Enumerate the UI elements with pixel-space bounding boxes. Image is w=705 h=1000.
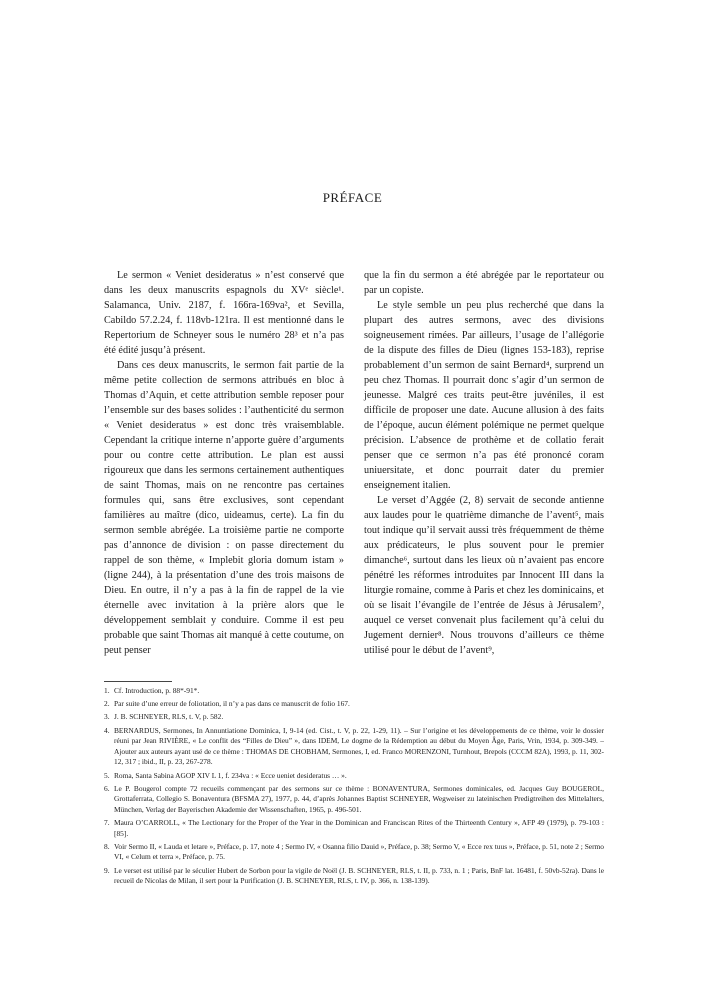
paragraph: Le style semble un peu plus recherché que dans la plupart des autres sermons, avec des divisions soigneusement rimées. Par ailleurs, l’usage de l’allégorie de la dispute des filles de Dieu (lignes 153-183), reprise probablement d’un sermon de saint Bernard⁴, surprend un peu chez Thomas. Il pourrait donc s’agir d’un sermon de jeunesse. Malgré ces traits peut-être juvéniles, il est difficile de proposer une date. Aucune allusion à des faits de l’époque, aucun élément polémique ne permet quelque précision. L’absence de prothème et de collatio ferait penser que ce sermon n’a pas été prononcé coram uniuersitate, et donc pourrait dater du premier enseignement italien. [364,300,604,491]
footnote-number: 8. [104,841,110,851]
footnote [104,712,604,723]
footnote-text: Maura O’CARROLL, « The Lectionary for the Proper of the Year in the Dominican and Franciscan Rites of the Thirteenth Century », AFP 49 (1979), p. 79-103 : [85]. [114,818,604,838]
footnote-number: 4. [104,725,110,735]
footnote [104,866,604,887]
paragraph: que la fin du sermon a été abrégée par le reportateur ou par un copiste. [364,270,604,296]
footnote-text: Voir Sermo II, « Lauda et letare », Préface, p. 17, note 4 ; Sermo IV, « Osanna filio Dauid », Préface, p. 38; Sermo V, « Ecce rex tuus », Préface, p. 51, note 2 ; Sermo VI, « Celum et terra », Préface, p. 75. [114,841,604,862]
right-column [364,268,604,658]
paragraph: Dans ces deux manuscrits, le sermon fait partie de la même petite collection de sermons attribués en bloc à Thomas d’Aquin, et cette attribution semble reposer pour l’ensemble sur des bases solides : l’authenticité du sermon « Veniet desideratus » est donc très vraisemblable. Cependant la critique interne n’apporte guère d’arguments pour ou contre cette attribution. Le plan est aussi rigoureux que dans les sermons certainement authentiques de saint Thomas, mais on ne rencontre pas certaines formules qui, sans être exclusives, sont cependant familières au maître (dico, uideamus, certe). La fin du sermon semble abrégée. La troisième partie ne comporte pas d’annonce de division : on passe directement du rappel de son thème, « Implebit gloria domum istam » (ligne 244), à la présentation d’une des trois maisons de Dieu. En outre, il n’y a pas à la fin de rappel de la vie éternelle avec invitation à la prière alors que le développement semblait y conduire. Comme il est peu probable que saint Thomas ait manqué à cette coutume, on peut penser [104,360,344,656]
footnote-number: 1. [104,686,110,695]
footnote [104,686,604,697]
left-column [104,268,344,658]
footnote [104,818,604,839]
footnote-number: 9. [104,865,110,875]
footnote [104,699,604,710]
footnote-text: J. B. SCHNEYER, RLS, t. V, p. 582. [114,712,224,722]
footnote-divider [104,681,172,682]
footnote [104,842,604,863]
footnote-number: 5. [104,770,110,780]
page-title: PRÉFACE [322,190,383,205]
footnote-number: 2. [104,699,110,709]
footnote-text: Par suite d’une erreur de foliotation, il n’y a pas dans ce manuscrit de folio 167. [114,699,350,709]
footnote [104,726,604,768]
footnote-text: Le verset est utilisé par le séculier Hubert de Sorbon pour la vigile de Noël (J. B. SCHNEYER, RLS, t. II, p. 733, n. 1 ; Paris, BnF lat. 16481, f. 50vb-52ra). Dans le recueil de Nicolas de Milan, il sert pour la Purification (J. B. SCHNEYER, RLS, t. IV, p. 366, n. 138-139). [114,865,604,886]
footnote [104,771,604,782]
footnotes [104,686,604,889]
paragraph: Le verset d’Aggée (2, 8) servait de seconde antienne aux laudes pour le quatrième dimanche de l’avent⁵, mais tout indique qu’il servait aussi très fréquemment de thème aux prédicateurs, le plus souvent pour le premier dimanche⁶, surtout dans les lieux où n’avaient pas encore pénétré les réformes introduites par Innocent III dans la liturgie romaine, comme à Paris et chez les dominicains, et où se lisait l’évangile de l’entrée de Jésus à Jérusalem⁷, auquel ce verset convenait plus facilement qu’à celui du Jugement dernier⁸. Nous trouvons d’ailleurs ce thème utilisé pour le début de l’avent⁹, [364,495,604,656]
footnote [104,784,604,816]
footnote-number: 6. [104,783,110,793]
footnote-text: Roma, Santa Sabina AGOP XIV L 1, f. 234va : « Ecce ueniet desideratus … ». [114,770,347,780]
footnote-number: 3. [104,712,110,722]
paragraph: Le sermon « Veniet desideratus » n’est conservé que dans les deux manuscrits espagnols du XVᵉ siècle¹. Salamanca, Univ. 2187, f. 166ra-169va², et Sevilla, Cabildo 57.2.24, f. 118vb-121ra. Il est mentionné dans le Repertorium de Schneyer sous le numéro 28³ et n’a pas été édité jusqu’à présent. [104,270,344,356]
footnote-text: Le P. Bougerol compte 72 recueils commençant par des sermons sur ce thème : BONAVENTURA, Sermones dominicales, ed. Jacques Guy BOUGEROL, Grottaferrata, Collegio S. Bonaventura (BFSMA 27), 1977, p. 44, d’après Johannes Baptist SCHNEYER, Wegweiser zu lateinischen Predigtreihen des Mittelalters, München, Verlag der Bayerischen Akademie der Wissenschaften, 1965, p. 496-501. [114,783,604,814]
footnote-text: BERNARDUS, Sermones, In Annuntiatione Dominica, I, 9-14 (ed. Cist., t. V, p. 22, 1-29, 11). – Sur l’origine et les développements de ce thème, voir le dossier réuni par Jean RIVIÈRE, « Le conflit des “Filles de Dieu” », dans IDEM, Le dogme de la Rédemption au début du Moyen Âge, Paris, Vrin, 1934, p. 309-349. – Ajouter aux auteurs ayant usé de ce thème : THOMAS DE CHOBHAM, Sermones, I, ed. Franco MORENZONI, Turnhout, Brepols (CCCM 82A), 1993, p. 11, 302-12, 317 ; ibid., II, p. 23, 267-278. [114,725,604,767]
footnote-text: Cf. Introduction, p. 88*-91*. [114,686,200,695]
footnote-number: 7. [104,818,110,828]
